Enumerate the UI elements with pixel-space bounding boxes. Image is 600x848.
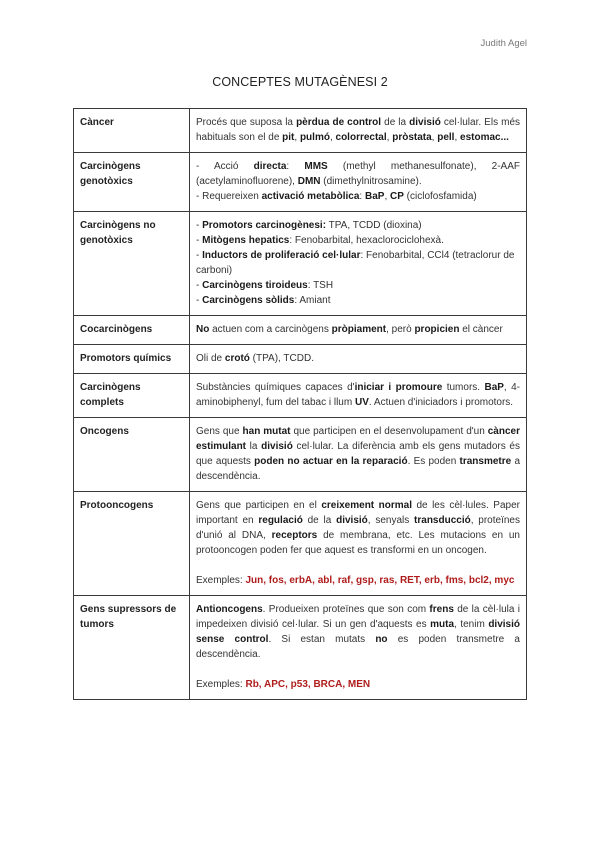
term-cell: Gens supressors de tumors bbox=[74, 596, 190, 700]
list-item: - Inductors de proliferació cel·lular: Fenobarbital, CCl4 (tetraclorur de carboni) bbox=[196, 250, 515, 276]
concepts-table bbox=[73, 108, 527, 700]
examples-list: Jun, fos, erbA, abl, raf, gsp, ras, RET, erb, fms, bcl2, myc bbox=[245, 575, 515, 586]
term-cell: Promotors químics bbox=[74, 345, 190, 374]
definition-cell bbox=[190, 212, 527, 316]
term-cell: Carcinògens no genotòxics bbox=[74, 212, 190, 316]
table-row bbox=[74, 492, 527, 596]
table-row bbox=[74, 212, 527, 316]
examples-line: Exemples: Rb, APC, p53, BRCA, MEN bbox=[196, 679, 371, 690]
table-row bbox=[74, 345, 527, 374]
table-row bbox=[74, 109, 527, 153]
definition-cell: Procés que suposa la pèrdua de control de la divisió cel·lular. Els més habituals son el de pit, pulmó, colorrectal, pròstata, pell, estomac... bbox=[190, 109, 527, 153]
table-row bbox=[74, 316, 527, 345]
term-cell: Carcinògens genotòxics bbox=[74, 153, 190, 212]
table-row bbox=[74, 596, 527, 700]
definition-cell: - Acció directa: MMS (methyl methanesulfonate), 2-AAF (acetylaminofluorene), DMN (dimethylnitrosamine). - Requereixen activació metabòlica: BaP, CP (ciclofosfamida) bbox=[190, 153, 527, 212]
table-row bbox=[74, 374, 527, 418]
definition-cell: Substàncies químiques capaces d'iniciar i promoure tumors. BaP, 4-aminobiphenyl, fum del tabac i llum UV. Actuen d'iniciadors i promotors. bbox=[190, 374, 527, 418]
list-item: - Promotors carcinogènesi: TPA, TCDD (dioxina) bbox=[196, 220, 422, 231]
list-item: - Carcinògens tiroideus: TSH bbox=[196, 280, 334, 291]
author-name: Judith Agel bbox=[480, 38, 527, 49]
document-title: CONCEPTES MUTAGÈNESI 2 bbox=[212, 75, 388, 89]
definition-cell: Gens que han mutat que participen en el desenvolupament d'un càncer estimulant la divisió cel·lular. La diferència amb els gens mutadors és que aquests poden no actuar en la reparació. Es poden transmetre a descendència. bbox=[190, 418, 527, 492]
term-cell: Protooncogens bbox=[74, 492, 190, 596]
term-cell: Cocarcinògens bbox=[74, 316, 190, 345]
table-row bbox=[74, 418, 527, 492]
definition-cell: Antioncogens. Produeixen proteïnes que son com frens de la cèl·lula i impedeixen divisió cel·lular. Si un gen d'aquests es muta, tenim divisió sense control. Si estan mutats no es poden transmetre a descendència. Exemples: Rb, APC, p53, BRCA, MEN bbox=[190, 596, 527, 700]
term-cell: Càncer bbox=[74, 109, 190, 153]
examples-list: Rb, APC, p53, BRCA, MEN bbox=[245, 679, 371, 690]
table-row bbox=[74, 153, 527, 212]
definition-cell: Gens que participen en el creixement normal de les cèl·lules. Paper important en regulació de la divisió, senyals transducció, proteïnes d'unió al DNA, receptors de membrana, etc. Les mutacions en un protooncogen poden fer que aquest es transformi en un oncogen. Exemples: Jun, fos, erbA, abl, raf, gsp, ras, RET, erb, fms, bcl2, myc bbox=[190, 492, 527, 596]
term-cell: Oncogens bbox=[74, 418, 190, 492]
term-cell: Carcinògens complets bbox=[74, 374, 190, 418]
definition-cell: No actuen com a carcinògens pròpiament, però propicien el càncer bbox=[190, 316, 527, 345]
list-item: - Mitògens hepatics: Fenobarbital, hexaclorociclohexà. bbox=[196, 235, 444, 246]
list-item: - Carcinògens sòlids: Amiant bbox=[196, 295, 331, 306]
examples-line: Exemples: Jun, fos, erbA, abl, raf, gsp, ras, RET, erb, fms, bcl2, myc bbox=[196, 575, 515, 586]
definition-cell: Oli de crotó (TPA), TCDD. bbox=[190, 345, 527, 374]
